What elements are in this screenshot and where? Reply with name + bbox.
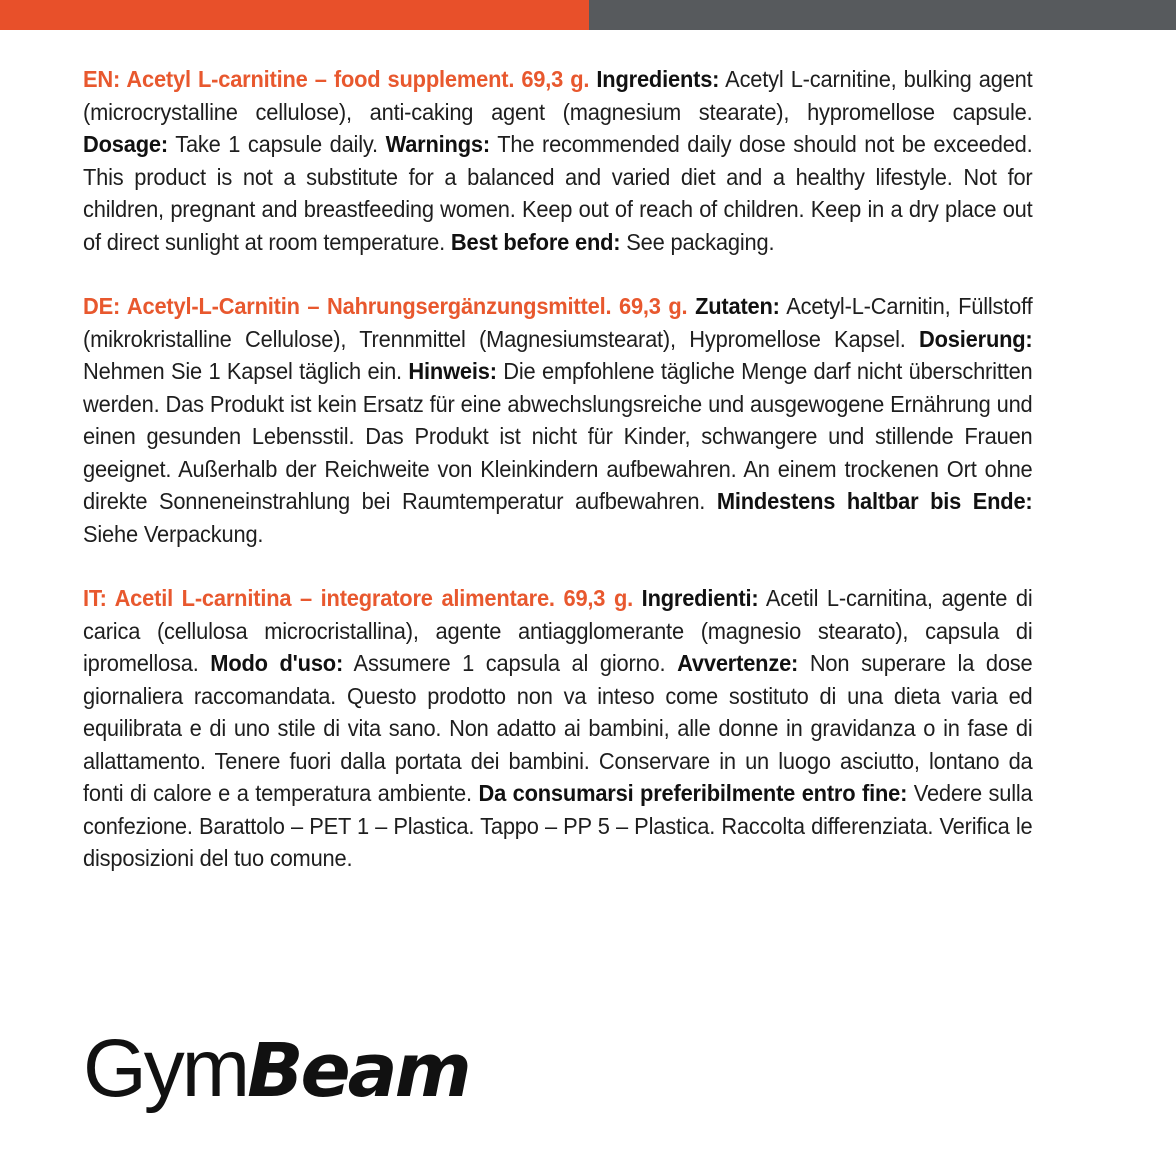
section-en: [83, 63, 1033, 258]
logo-gym-text: Gym: [83, 1023, 248, 1114]
logo-beam-text: Beam: [247, 1028, 469, 1114]
dosage-label: Dosage:: [83, 131, 168, 157]
mindestens-haltbar-label: Mindestens haltbar bis Ende:: [716, 488, 1033, 514]
best-before-text: See packaging.: [620, 228, 775, 255]
best-before-label: Best before end:: [450, 228, 621, 255]
ingredients-label: Ingredients:: [596, 66, 720, 92]
top-bar-orange-segment: [0, 0, 589, 30]
avvertenze-label: Avvertenze:: [677, 650, 799, 676]
gymbeam-logo: [83, 1022, 469, 1122]
dosierung-text: Nehmen Sie 1 Kapsel täglich ein.: [83, 358, 409, 384]
consumarsi-label: Da consumarsi preferibilmente entro fine:: [478, 780, 908, 806]
zutaten-text: Acetyl-L-Carnitin, Füllstoff (mikrokristalline Cellulose), Trennmittel (Magnesiumstearat), Hypromellose Kapsel.: [83, 293, 1033, 352]
zutaten-label: Zutaten:: [695, 293, 780, 319]
consumarsi-text: Vedere sulla confezione. Barattolo – PET 1 – Plastica. Tappo – PP 5 – Plastica. Raccolta differenziata. Verifica le disposizioni del tuo comune.: [83, 780, 1033, 871]
section-de: [83, 290, 1033, 550]
modo-uso-text: Assumere 1 capsula al giorno.: [343, 650, 678, 676]
modo-uso-label: Modo d'uso:: [210, 650, 344, 676]
ingredients-text: Acetyl L-carnitine, bulking agent (microcrystalline cellulose), anti-caking agent (magnesium stearate), hypromellose capsule.: [83, 66, 1033, 125]
section-de-heading: DE: Acetyl-L-Carnitin – Nahrungsergänzungsmittel. 69,3 g.: [83, 293, 688, 319]
ingredienti-label: Ingredienti:: [641, 585, 759, 611]
hinweis-label: Hinweis:: [408, 358, 497, 384]
dosage-text: Take 1 capsule daily.: [167, 131, 386, 157]
warnings-text: The recommended daily dose should not be exceeded. This product is not a substitute for a balanced and varied diet and a healthy lifestyle. Not for children, pregnant and breastfeeding women. Keep out of reach of children. Keep in a dry place out of direct sunlight at room temperature.: [83, 131, 1033, 255]
warnings-label: Warnings:: [385, 131, 490, 157]
avvertenze-text: Non superare la dose giornaliera raccomandata. Questo prodotto non va inteso come sostituto di una dieta varia ed equilibrata e di uno stile di vita sano. Non adatto ai bambini, alle donne in gravidanza o in fase di allattamento. Tenere fuori dalla portata dei bambini. Conservare in un luogo asciutto, lontano da fonti di calore e a temperatura ambiente.: [83, 650, 1033, 806]
mindestens-haltbar-text: Siehe Verpackung.: [83, 520, 264, 547]
top-color-bar: [0, 0, 1176, 30]
section-it: [83, 582, 1033, 875]
top-bar-gray-segment: [589, 0, 1176, 30]
dosierung-label: Dosierung:: [919, 325, 1033, 352]
section-it-heading: IT: Acetil L-carnitina – integratore alimentare. 69,3 g.: [83, 585, 633, 611]
hinweis-text: Die empfohlene tägliche Menge darf nicht überschritten werden. Das Produkt ist kein Ersatz für eine abwechslungsreiche und ausgewogene Ernährung und einen gesunden Lebensstil. Das Produkt ist nicht für Kinder, schwangere und stillende Frauen geeignet. Außerhalb der Reichweite von Kleinkindern aufbewahren. An einem trockenen Ort ohne direkte Sonneneinstrahlung bei Raumtemperatur aufbewahren.: [83, 358, 1033, 514]
section-en-heading: EN: Acetyl L-carnitine – food supplement. 69,3 g.: [83, 66, 590, 92]
label-text-content: [83, 63, 1033, 907]
ingredienti-text: Acetil L-carnitina, agente di carica (cellulosa microcristallina), agente antiagglomerante (magnesio stearato), capsula di ipromellosa.: [83, 585, 1033, 676]
